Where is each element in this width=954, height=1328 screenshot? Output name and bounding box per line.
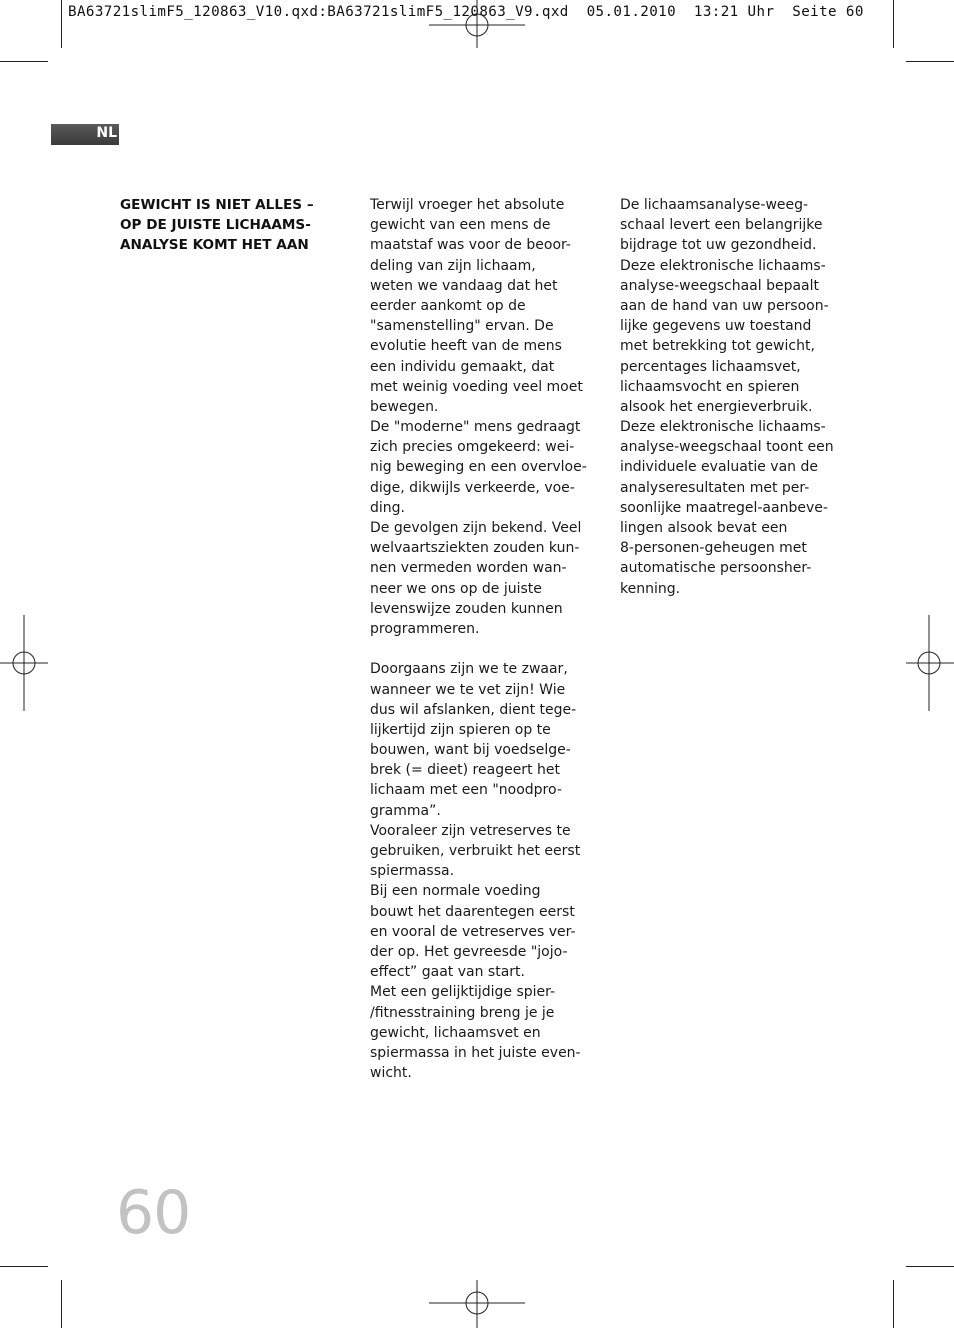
text-line: Met een gelijktijdige spier- bbox=[370, 984, 556, 1001]
text-line: bouwen, want bij voedselge- bbox=[370, 742, 571, 759]
text-line: analyseresultaten met per- bbox=[620, 479, 810, 496]
text-line: gewicht van een mens de bbox=[370, 217, 551, 234]
text-line: gebruiken, verbruikt het eerst bbox=[370, 843, 581, 859]
text-line: deling van zijn lichaam, bbox=[370, 257, 536, 274]
heading-line: GEWICHT IS NIET ALLES – bbox=[120, 197, 314, 213]
text-line: eerder aankomt op de bbox=[370, 297, 526, 314]
text-line: analyse-weegschaal bepaalt bbox=[620, 277, 820, 294]
paragraph bbox=[370, 195, 595, 417]
section-heading bbox=[120, 195, 335, 256]
text-line: lingen alsook bevat een bbox=[620, 520, 788, 536]
paragraph bbox=[370, 417, 595, 518]
text-line: percentages lichaamsvet, bbox=[620, 358, 801, 375]
text-line: /fitnesstraining breng je je bbox=[370, 1004, 555, 1021]
text-line: "samenstelling" ervan. De bbox=[370, 318, 554, 335]
text-line: nen vermeden worden wan- bbox=[370, 560, 567, 577]
text-line: soonlijke maatregel-aanbeve- bbox=[620, 499, 828, 516]
paragraph bbox=[370, 518, 595, 639]
registration-mark-top bbox=[429, 0, 525, 48]
text-line: lichaamsvocht en spieren bbox=[620, 378, 800, 395]
paragraph bbox=[620, 256, 845, 418]
file-slug-line: BA63721slimF5_120863_V10.qxd:BA63721slimF5_120863_V9.qxd 05.01.2010 13:21 Uhr Seite 60 bbox=[68, 4, 864, 20]
text-line: bijdrage tot uw gezondheid. bbox=[620, 237, 817, 254]
text-line: kenning. bbox=[620, 580, 681, 597]
language-code: NL bbox=[96, 125, 117, 141]
page-number: 60 bbox=[116, 1178, 191, 1248]
text-line: aan de hand van uw persoon- bbox=[620, 297, 829, 314]
body-column-right bbox=[620, 195, 845, 599]
text-line: dige, dikwijls verkeerde, voe- bbox=[370, 479, 575, 496]
text-line: bouwt het daarentegen eerst bbox=[370, 903, 575, 920]
text-line: alsook het energieverbruik. bbox=[620, 398, 813, 415]
text-line: Deze elektronische lichaams- bbox=[620, 419, 826, 436]
body-column-middle bbox=[370, 195, 595, 1083]
heading-line: ANALYSE KOMT HET AAN bbox=[120, 237, 309, 254]
paragraph bbox=[620, 195, 845, 256]
text-line: automatische persoonsher- bbox=[620, 560, 812, 577]
paragraph bbox=[370, 659, 595, 821]
text-line: wicht. bbox=[370, 1065, 412, 1082]
text-line: De lichaamsanalyse-weeg- bbox=[620, 197, 809, 213]
text-line: brek (= dieet) reageert het bbox=[370, 762, 560, 779]
text-line: maatstaf was voor de beoor- bbox=[370, 237, 571, 254]
paragraph bbox=[370, 982, 595, 1083]
text-line: met betrekking tot gewicht, bbox=[620, 338, 815, 355]
registration-mark-bottom bbox=[429, 1280, 525, 1328]
text-line: De "moderne" mens gedraagt bbox=[370, 419, 581, 436]
text-line: Bij een normale voeding bbox=[370, 883, 541, 900]
text-line: Vooraleer zijn vetreserves te bbox=[370, 822, 571, 839]
text-line: lijkertijd zijn spieren op te bbox=[370, 721, 551, 738]
text-line: programmeren. bbox=[370, 620, 480, 637]
language-tab bbox=[51, 124, 119, 145]
text-line: nig beweging en een overvloe- bbox=[370, 459, 587, 476]
paragraph bbox=[370, 881, 595, 982]
text-line: lichaam met een "noodpro- bbox=[370, 782, 562, 799]
text-line: De gevolgen zijn bekend. Veel bbox=[370, 520, 582, 536]
text-line: gewicht, lichaamsvet en bbox=[370, 1024, 541, 1041]
text-line: spiermassa in het juiste even- bbox=[370, 1044, 581, 1061]
paragraph bbox=[370, 821, 595, 882]
paragraph bbox=[620, 417, 845, 599]
text-line: een individu gemaakt, dat bbox=[370, 358, 555, 375]
text-line: levenswijze zouden kunnen bbox=[370, 600, 563, 617]
text-line: welvaartsziekten zouden kun- bbox=[370, 540, 580, 557]
text-line: individuele evaluatie van de bbox=[620, 459, 818, 476]
text-line: bewegen. bbox=[370, 398, 439, 415]
text-line: ding. bbox=[370, 499, 405, 516]
text-line: schaal levert een belangrijke bbox=[620, 217, 823, 234]
text-line: der op. Het gevreesde "jojo- bbox=[370, 943, 568, 960]
text-line: spiermassa. bbox=[370, 863, 455, 880]
heading-line: OP DE JUISTE LICHAAMS- bbox=[120, 217, 311, 234]
text-line: met weinig voeding veel moet bbox=[370, 378, 583, 395]
text-line: lijke gegevens uw toestand bbox=[620, 318, 812, 335]
text-line: dus wil afslanken, dient tege- bbox=[370, 701, 577, 718]
text-line: analyse-weegschaal toont een bbox=[620, 439, 834, 456]
text-line: wanneer we te vet zijn! Wie bbox=[370, 681, 566, 698]
text-line: en vooral de vetreserves ver- bbox=[370, 923, 576, 940]
text-line: Terwijl vroeger het absolute bbox=[370, 197, 565, 213]
text-line: weten we vandaag dat het bbox=[370, 277, 558, 294]
text-line: effect” gaat van start. bbox=[370, 964, 525, 981]
text-line: Deze elektronische lichaams- bbox=[620, 257, 826, 274]
text-line: neer we ons op de juiste bbox=[370, 580, 542, 597]
text-line: 8-personen-geheugen met bbox=[620, 540, 807, 557]
registration-mark-left bbox=[0, 615, 48, 711]
text-line: zich precies omgekeerd: wei- bbox=[370, 439, 575, 456]
text-line: evolutie heeft van de mens bbox=[370, 338, 562, 355]
text-line: gramma”. bbox=[370, 802, 441, 819]
text-line: Doorgaans zijn we te zwaar, bbox=[370, 661, 568, 678]
paragraph-gap bbox=[370, 639, 595, 659]
registration-mark-right bbox=[906, 615, 954, 711]
